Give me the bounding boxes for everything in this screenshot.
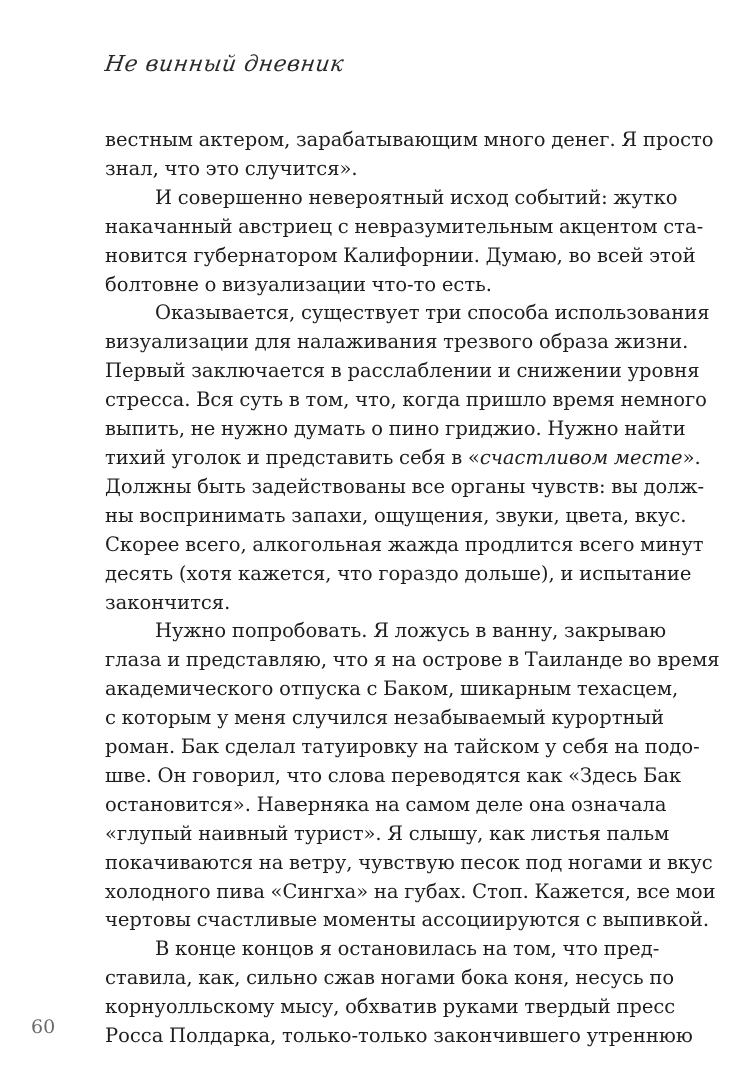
- text-line: ны воспринимать запахи, ощущения, звуки, цвета, вкус.: [105, 503, 687, 527]
- text-line: роман. Бак сделал татуировку на тайском у себя на подо-: [105, 735, 700, 759]
- text-line: холодного пива «Сингха» на губах. Стоп. Кажется, все мои: [105, 879, 716, 903]
- text-line: покачиваются на ветру, чувствую песок под ногами и вкус: [105, 850, 713, 874]
- text-line: новится губернатором Калифорнии. Думаю, во всей этой: [105, 243, 696, 267]
- text-line: с которым у меня случился незабываемый курортный: [105, 706, 665, 730]
- text-line: глаза и представляю, что я на острове в Таиланде во время: [105, 648, 720, 672]
- text-line: тихий уголок и представить себя в «счастливом месте».: [105, 445, 701, 469]
- running-title: Не винный дневник: [103, 52, 346, 77]
- text-line: выпить, не нужно думать о пино гриджио. Нужно найти: [105, 417, 686, 441]
- text-line: болтовне о визуализации что-то есть.: [105, 272, 492, 296]
- text-line: десять (хотя кажется, что гораздо дольше), и испытание: [105, 561, 692, 585]
- text-line: стресса. Вся суть в том, что, когда пришло время немного: [105, 388, 707, 412]
- text-line: Нужно попробовать. Я ложусь в ванну, закрываю: [155, 619, 667, 643]
- text-line: В конце концов я остановилась на том, что пред-: [155, 937, 660, 961]
- text-line: Росса Полдарка, только-только закончившего утреннюю: [105, 1024, 693, 1048]
- text-line: знал, что это случится».: [105, 156, 358, 180]
- text-line: Должны быть задействованы все органы чувств: вы долж-: [105, 474, 705, 498]
- text-line: визуализации для налаживания трезвого образа жизни.: [105, 330, 689, 354]
- text-line: Скорее всего, алкогольная жажда продлится всего минут: [105, 532, 704, 556]
- text-line: Первый заключается в расслаблении и снижении уровня: [105, 359, 700, 383]
- text-line: Оказывается, существует три способа использования: [155, 301, 710, 325]
- text-line: вестным актером, зарабатывающим много денег. Я просто: [105, 128, 714, 151]
- text-line: корнуолльскому мысу, обхватив руками твердый пресс: [105, 995, 676, 1019]
- body-text: [105, 126, 720, 1051]
- page-number: 60: [31, 1016, 56, 1038]
- text-lines: [105, 126, 720, 1051]
- text-line: накачанный австриец с невразумительным акцентом ста-: [105, 214, 704, 238]
- text-line: чертовы счастливые моменты ассоциируются с выпивкой.: [105, 908, 710, 932]
- text-line: закончится.: [105, 590, 231, 614]
- text-line: ставила, как, сильно сжав ногами бока коня, несусь по: [105, 966, 675, 990]
- text-line: И совершенно невероятный исход событий: жутко: [155, 185, 678, 209]
- text-line: «глупый наивный турист». Я слышу, как листья пальм: [105, 821, 670, 845]
- text-line: академического отпуска с Баком, шикарным техасцем,: [105, 677, 679, 701]
- text-line: остановится». Наверняка на самом деле она означала: [105, 792, 667, 816]
- text-line: шве. Он говорил, что слова переводятся как «Здесь Бак: [105, 763, 682, 787]
